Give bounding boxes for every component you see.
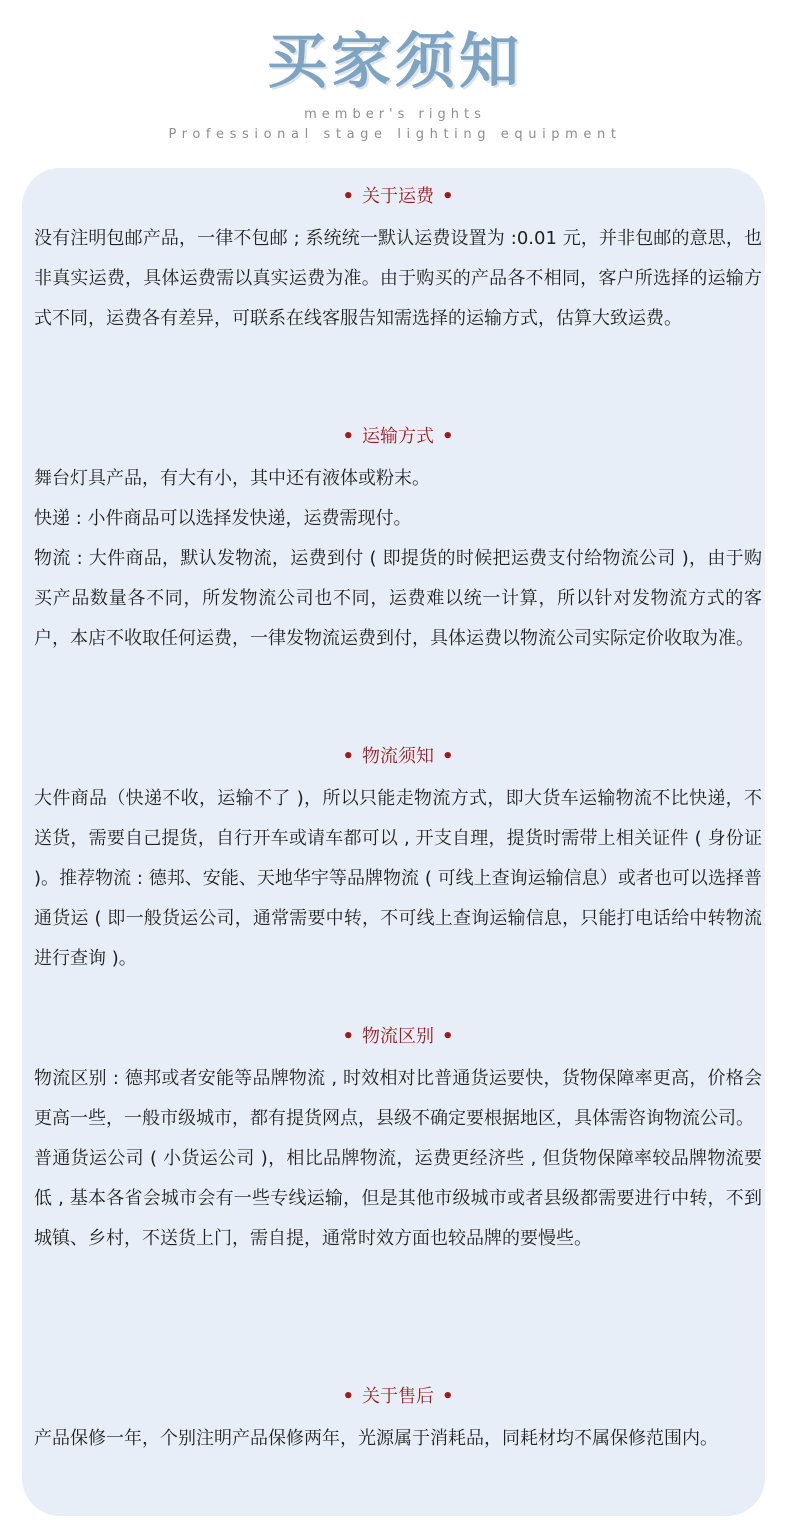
- paragraph: 物流区别 : 德邦或者安能等品牌物流 , 时效相对比普通货运要快，货物保障率更高，价格会更高一些，一般市级城市，都有提货网点，县级不确定要根据地区，具体需咨询物流公司。: [34, 1068, 762, 1129]
- section-title: [34, 425, 762, 449]
- bullet-left: •: [342, 186, 354, 207]
- section-logistics-difference: [34, 1025, 762, 1259]
- paragraph: 物流 : 大件商品，默认发物流，运费到付 ( 即提货的时候把运费支付给物流公司 )，由于购买产品数量各不同，所发物流公司也不同，运费难以统一计算，所以针对发物流方式的客户，本店不收取任何运费，一律发物流运费到付，具体运费以物流公司实际定价收取为准。: [34, 548, 762, 649]
- bullet-right: •: [442, 746, 454, 767]
- page-title: 买家须知: [267, 27, 523, 97]
- section-shipping-fee: [34, 185, 762, 339]
- section-title: [34, 745, 762, 769]
- bullet-right: •: [442, 1386, 454, 1407]
- section-title-text: 关于运费: [362, 186, 434, 207]
- bullet-right: •: [442, 1026, 454, 1047]
- section-logistics-notice: [34, 745, 762, 979]
- bullet-left: •: [342, 746, 354, 767]
- subtitle-professional-equipment: Professional stage lighting equipment: [168, 127, 622, 142]
- section-shipping-method: [34, 425, 762, 659]
- bullet-left: •: [342, 1386, 354, 1407]
- section-title: [34, 1385, 762, 1409]
- paragraph: 舞台灯具产品，有大有小，其中还有液体或粉末。: [34, 468, 430, 489]
- paragraph: 大件商品（快递不收，运输不了 )，所以只能走物流方式，即大货车运输物流不比快递，不送货，需要自己提货，自行开车或请车都可以 , 开支自理，提货时需带上相关证件 ( 身份证 )。推荐物流 : 德邦、安能、天地华宇等品牌物流 ( 可线上查询运输信息）或者也可以选择普通货运 ( 即一般货运公司，通常需要中转，不可线上查询运输信息，只能打电话给中转物流进行查询 )。: [34, 788, 762, 969]
- bullet-left: •: [342, 426, 354, 447]
- section-title: [34, 1025, 762, 1049]
- subtitle-members-rights: member's rights: [304, 107, 486, 122]
- paragraph: 普通货运公司 ( 小货运公司 )，相比品牌物流，运费更经济些 , 但货物保障率较品牌物流要低 , 基本各省会城市会有一些专线运输，但是其他市级城市或者县级都需要进行中转，不到城镇、乡村，不送货上门，需自提，通常时效方面也较品牌的要慢些。: [34, 1148, 762, 1249]
- paragraph: 产品保修一年，个别注明产品保修两年，光源属于消耗品，同耗材均不属保修范围内。: [34, 1428, 718, 1449]
- paragraph: 没有注明包邮产品，一律不包邮 ; 系统统一默认运费设置为 :0.01 元，并非包邮的意思，也非真实运费，具体运费需以真实运费为准。由于购买的产品各不相同，客户所选择的运输方式不同，运费各有差异，可联系在线客服告知需选择的运输方式，估算大致运费。: [34, 228, 762, 329]
- section-after-sales: [34, 1385, 762, 1459]
- bullet-right: •: [442, 186, 454, 207]
- section-title: [34, 185, 762, 209]
- bullet-left: •: [342, 1026, 354, 1047]
- bullet-right: •: [442, 426, 454, 447]
- section-title-text: 运输方式: [362, 426, 434, 447]
- section-title-text: 物流须知: [362, 746, 434, 767]
- paragraph: 快递 : 小件商品可以选择发快递，运费需现付。: [34, 508, 412, 529]
- section-title-text: 物流区别: [362, 1026, 434, 1047]
- section-title-text: 关于售后: [362, 1386, 434, 1407]
- header: [0, 0, 790, 160]
